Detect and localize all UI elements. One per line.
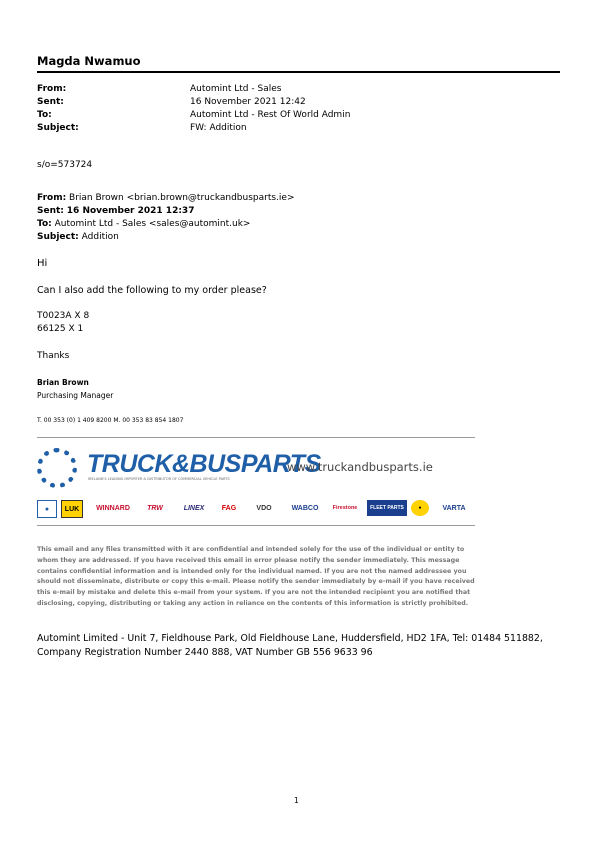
banner-tagline: IRELAND'S LEADING IMPORTER & DISTRIBUTOR OF COMMERCIAL VEHICLE PARTS	[88, 477, 230, 481]
signature-name: Brian Brown	[37, 378, 89, 387]
page-number: 1	[294, 796, 299, 805]
subject-label: Subject:	[37, 123, 79, 133]
fwd-subject-value: Addition	[81, 232, 119, 242]
banner-bottom-rule	[37, 525, 475, 526]
fwd-subject-line	[37, 232, 119, 242]
fwd-to-label: To:	[37, 219, 52, 229]
brand-fag: FAG	[221, 504, 237, 512]
brand-winnard: WINNARD	[96, 504, 130, 512]
sent-label: Sent:	[37, 97, 64, 107]
company-banner[interactable]	[37, 437, 475, 529]
brand-trw: TRW	[147, 504, 163, 512]
greeting: Hi	[37, 258, 48, 269]
fwd-from-line	[37, 193, 295, 203]
email-disclaimer: This email and any files transmitted with it are confidential and intended solely for the use of the individual or entity to whom they are addressed. If you have received this email in error please notify the sender immediately. This message contains confidential information and is intended only for the individual named. If you are not the named addressee you should not disseminate, distribute or copy this e-mail. Please notify the sender immediately by e-mail if you have received this e-mail by mistake and delete this e-mail from your system. If you are not the intended recipient you are notified that disclosing, copying, distributing or taking any action in reliance on the contents of this information is strictly prohibited.	[37, 546, 475, 607]
fwd-sent-value: 16 November 2021 12:37	[66, 206, 195, 216]
gear-logo-icon	[37, 448, 77, 488]
banner-logo-text: TRUCK&BUSPARTS	[87, 450, 321, 478]
company-address: Automint Limited - Unit 7, Fieldhouse Park, Old Fieldhouse Lane, Huddersfield, HD2 1FA, Tel: 01484 511882,	[37, 633, 543, 644]
subject-value: FW: Addition	[190, 123, 247, 133]
brand-varta: VARTA	[442, 504, 466, 512]
fwd-to-line	[37, 219, 250, 229]
fwd-from-label: From:	[37, 193, 67, 203]
signature-phones: T. 00 353 (0) 1 409 8200 M. 00 353 83 854 1807	[37, 417, 184, 424]
sent-value: 16 November 2021 12:42	[190, 97, 306, 107]
fwd-to-value[interactable]: Automint Ltd - Sales <sales@automint.uk>	[54, 219, 251, 229]
brand-luk: LUK	[61, 500, 83, 518]
brand-firestone: Firestone	[332, 505, 358, 511]
fwd-sent-line	[37, 206, 194, 216]
from-label: From:	[37, 84, 67, 94]
to-value: Automint Ltd - Rest Of World Admin	[190, 110, 351, 120]
signature-title: Purchasing Manager	[37, 391, 114, 400]
order-item-1: T0023A X 8	[37, 311, 90, 321]
fwd-sent-label: Sent:	[37, 206, 64, 216]
from-value: Automint Ltd - Sales	[190, 84, 282, 94]
banner-url[interactable]: www.truckandbusparts.ie	[287, 460, 433, 474]
to-label: To:	[37, 110, 52, 120]
bike-logo-icon: ●	[37, 500, 57, 518]
hella-logo-icon: ●	[411, 500, 429, 516]
sales-order-ref: s/o=573724	[37, 160, 93, 170]
order-item-2: 66125 X 1	[37, 324, 84, 334]
fwd-from-value[interactable]: Brian Brown <brian.brown@truckandbusparts.ie>	[69, 193, 295, 203]
header-divider	[37, 71, 560, 73]
brand-fleet-parts: FLEET PARTS	[367, 500, 407, 516]
brand-vdo: VDO	[256, 504, 272, 512]
thanks-text: Thanks	[37, 351, 70, 361]
banner-top-rule	[37, 437, 475, 438]
company-registration: Company Registration Number 2440 888, VAT Number GB 556 9633 96	[37, 647, 373, 658]
brand-linex: LINEX	[183, 504, 205, 512]
fwd-subject-label: Subject:	[37, 232, 79, 242]
brand-wabco: WABCO	[291, 504, 319, 512]
request-text: Can I also add the following to my order please?	[37, 285, 267, 296]
sender-name: Magda Nwamuo	[37, 54, 141, 68]
